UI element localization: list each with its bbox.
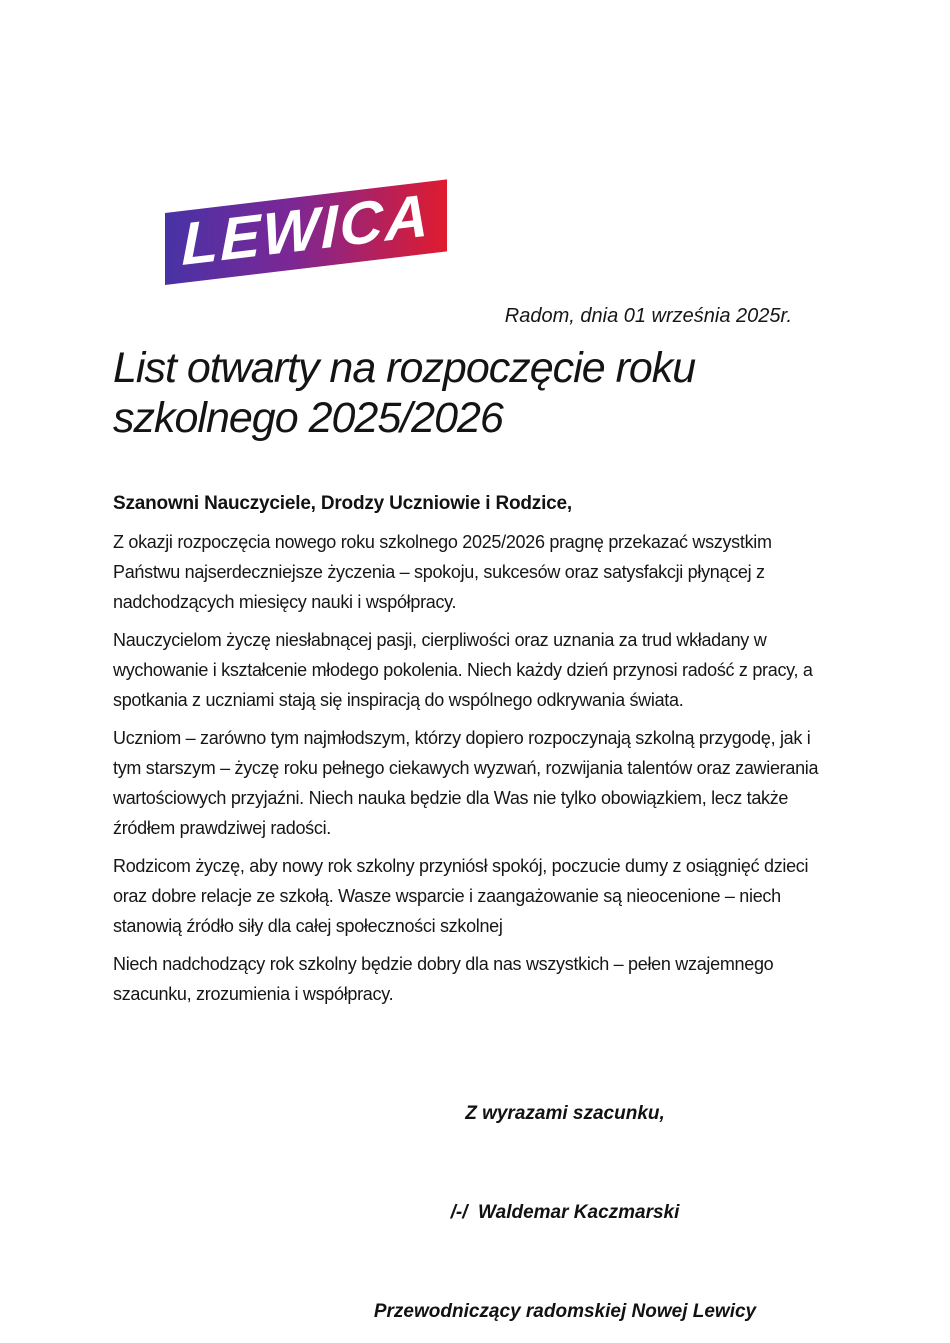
signature-block	[340, 1039, 790, 1343]
letter-title: List otwarty na rozpoczęcie roku szkolnego 2025/2026	[113, 344, 696, 442]
paragraph-wishes-general: Z okazji rozpoczęcia nowego roku szkolnego 2025/2026 pragnę przekazać wszystkim Państwu najserdeczniejsze życzenia – spokoju, sukcesów oraz satysfakcji płynącej z nadchodzących miesięcy nauki i współpracy.	[113, 532, 772, 612]
paragraph-teachers: Nauczycielom życzę niesłabnącej pasji, cierpliwości oraz uznania za trud wkładany w wychowanie i kształcenie młodego pokolenia. Niech każdy dzień przynosi radość z pracy, a spotkania z uczniami stają się inspiracją do wspólnego odkrywania świata.	[113, 630, 813, 710]
date-line: Radom, dnia 01 września 2025r.	[504, 305, 792, 327]
paragraph-closing-wish: Niech nadchodzący rok szkolny będzie dobry dla nas wszystkich – pełen wzajemnego szacunku, zrozumienia i współpracy.	[113, 954, 774, 1004]
signature-name: /-/ Waldemar Kaczmarski	[450, 1202, 680, 1223]
lewica-logo-text: LEWICA	[181, 181, 431, 279]
salutation: Szanowni Nauczyciele, Drodzy Uczniowie i Rodzice,	[113, 493, 572, 514]
lewica-logo	[165, 179, 447, 285]
paragraph-parents: Rodzicom życzę, aby nowy rok szkolny przyniósł spokój, poczucie dumy z osiągnięć dzieci oraz dobre relacje ze szkołą. Wasze wsparcie i zaangażowanie są nieocenione – niech stanowią źródło siły dla całej społeczności szkolnej	[113, 856, 809, 936]
signature-closing: Z wyrazami szacunku,	[465, 1103, 665, 1124]
letter-content	[113, 303, 837, 1343]
signature-role: Przewodniczący radomskiej Nowej Lewicy	[373, 1301, 757, 1322]
paragraph-students: Uczniom – zarówno tym najmłodszym, którzy dopiero rozpoczynają szkolną przygodę, jak i tym starszym – życzę roku pełnego ciekawych wyzwań, rozwijania talentów oraz zawierania wartościowych przyjaźni. Niech nauka będzie dla Was nie tylko obowiązkiem, lecz także źródłem prawdziwej radości.	[113, 728, 819, 838]
